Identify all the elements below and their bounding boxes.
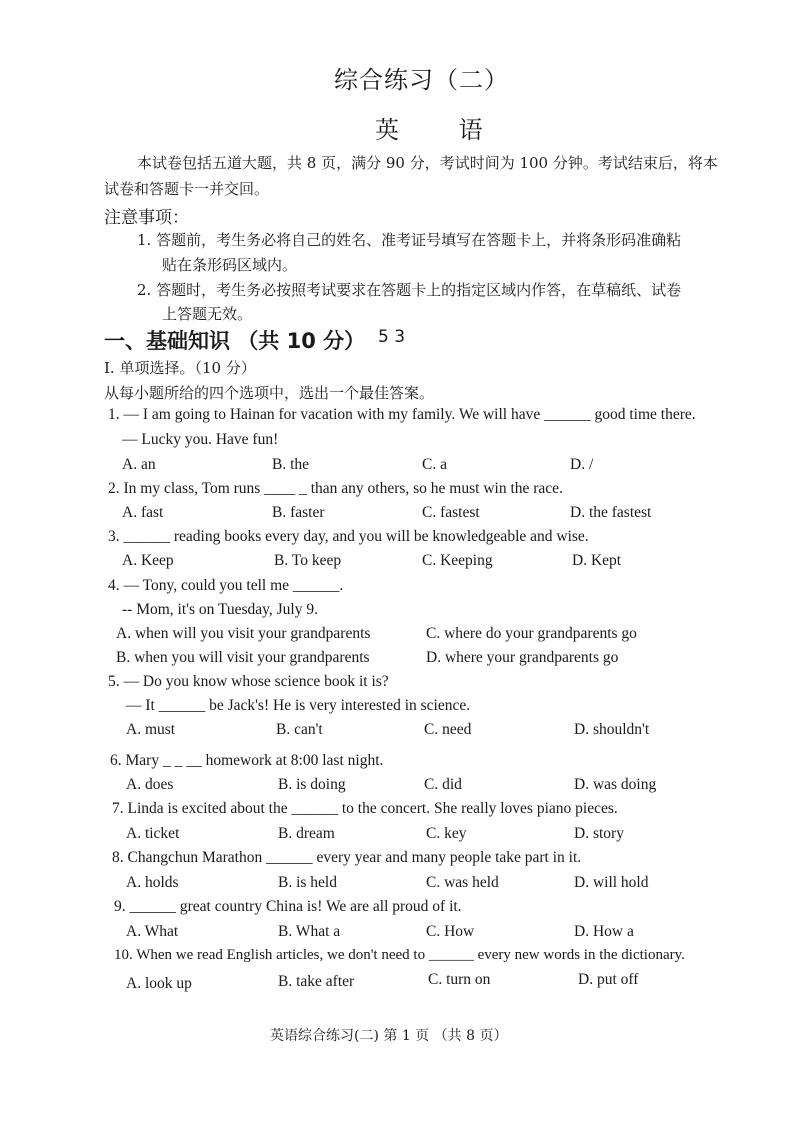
q10-option-d[interactable]: D. put off xyxy=(578,971,639,988)
q10-option-b[interactable]: B. take after xyxy=(278,973,355,990)
handwritten-mark: 5 3 xyxy=(378,327,406,347)
notice-heading: 注意事项： xyxy=(104,208,189,228)
q2-option-b[interactable]: B. faster xyxy=(272,504,325,521)
q7-option-b[interactable]: B. dream xyxy=(278,825,335,842)
q5-option-d[interactable]: D. shouldn't xyxy=(574,721,650,738)
q10-option-c[interactable]: C. turn on xyxy=(428,971,491,988)
q5-option-b[interactable]: B. can't xyxy=(276,721,323,738)
part-title: I. 单项选择。（10 分） xyxy=(104,359,256,377)
q1-option-d[interactable]: D. / xyxy=(570,456,594,473)
q7-option-a[interactable]: A. ticket xyxy=(126,825,180,842)
question-4-stem: 4. — Tony, could you tell me ______. xyxy=(108,577,344,594)
question-3-stem: 3. ______ reading books every day, and you will be knowledgeable and wise. xyxy=(108,528,589,545)
q9-option-d[interactable]: D. How a xyxy=(574,923,634,940)
q8-option-b[interactable]: B. is held xyxy=(278,874,337,891)
q7-option-c[interactable]: C. key xyxy=(426,825,467,842)
q1-option-b[interactable]: B. the xyxy=(272,456,310,473)
q5-option-a[interactable]: A. must xyxy=(126,721,176,738)
page-footer: 英语综合练习(二) 第 1 页 （共 8 页） xyxy=(270,1028,508,1044)
notice-item-2-cont: 上答题无效。 xyxy=(162,305,253,323)
q8-option-c[interactable]: C. was held xyxy=(426,874,499,891)
q9-option-c[interactable]: C. How xyxy=(426,923,475,940)
q3-option-c[interactable]: C. Keeping xyxy=(422,552,493,569)
q6-option-a[interactable]: A. does xyxy=(126,776,174,793)
question-1-reply: — Lucky you. Have fun! xyxy=(122,431,279,448)
q3-option-b[interactable]: B. To keep xyxy=(274,552,342,569)
q8-option-a[interactable]: A. holds xyxy=(126,874,179,891)
question-5-reply: — It ______ be Jack's! He is very interested in science. xyxy=(126,697,471,714)
q6-option-d[interactable]: D. was doing xyxy=(574,776,657,793)
part-instruction: 从每小题所给的四个选项中，选出一个最佳答案。 xyxy=(104,384,435,402)
q2-option-a[interactable]: A. fast xyxy=(122,504,164,521)
q9-option-a[interactable]: A. What xyxy=(126,923,179,940)
question-6-stem: 6. Mary _ _ __ homework at 8:00 last night. xyxy=(110,752,384,769)
q3-option-a[interactable]: A. Keep xyxy=(122,552,174,569)
q4-option-b[interactable]: B. when you will visit your grandparents xyxy=(116,649,370,666)
intro-line-1: 本试卷包括五道大题，共 8 页，满分 90 分，考试时间为 100 分钟。考试结束后，将本 xyxy=(137,154,718,172)
q2-option-d[interactable]: D. the fastest xyxy=(570,504,652,521)
question-5-stem: 5. — Do you know whose science book it is? xyxy=(108,673,389,690)
q3-option-d[interactable]: D. Kept xyxy=(572,552,622,569)
q9-option-b[interactable]: B. What a xyxy=(278,923,341,940)
question-8-stem: 8. Changchun Marathon ______ every year and many people take part in it. xyxy=(112,849,582,866)
q7-option-d[interactable]: D. story xyxy=(574,825,624,842)
question-7-stem: 7. Linda is excited about the ______ to the concert. She really loves piano pieces. xyxy=(112,800,618,817)
q8-option-d[interactable]: D. will hold xyxy=(574,874,649,891)
page-title: 综合练习（二） xyxy=(334,66,509,94)
q4-option-c[interactable]: C. where do your grandparents go xyxy=(426,625,637,642)
notice-item-2: 2. 答题时，考生务必按照考试要求在答题卡上的指定区域内作答，在草稿纸、试卷 xyxy=(137,281,682,299)
q1-option-a[interactable]: A. an xyxy=(122,456,156,473)
q10-option-a[interactable]: A. look up xyxy=(126,975,192,992)
q6-option-b[interactable]: B. is doing xyxy=(278,776,346,793)
question-9-stem: 9. ______ great country China is! We are all proud of it. xyxy=(114,898,462,915)
q2-option-c[interactable]: C. fastest xyxy=(422,504,480,521)
section-heading: 一、基础知识 （共 10 分） xyxy=(104,329,366,353)
question-2-stem: 2. In my class, Tom runs ____ _ than any others, so he must win the race. xyxy=(108,480,563,497)
notice-item-1: 1. 答题前，考生务必将自己的姓名、准考证号填写在答题卡上，并将条形码准确粘 xyxy=(137,231,682,249)
q6-option-c[interactable]: C. did xyxy=(424,776,462,793)
q4-option-a[interactable]: A. when will you visit your grandparents xyxy=(116,625,371,642)
intro-line-2: 试卷和答题卡一并交回。 xyxy=(104,180,270,198)
notice-item-1-cont: 贴在条形码区域内。 xyxy=(162,256,298,274)
q1-option-c[interactable]: C. a xyxy=(422,456,447,473)
q5-option-c[interactable]: C. need xyxy=(424,721,472,738)
subject-title: 英 语 xyxy=(375,116,509,144)
question-1-stem: 1. — I am going to Hainan for vacation with my family. We will have ______ good time there. xyxy=(108,406,696,423)
question-10-stem: 10. When we read English articles, we don't need to ______ every new words in the dictionary. xyxy=(114,947,685,963)
question-4-reply: -- Mom, it's on Tuesday, July 9. xyxy=(122,601,318,618)
q4-option-d[interactable]: D. where your grandparents go xyxy=(426,649,619,666)
